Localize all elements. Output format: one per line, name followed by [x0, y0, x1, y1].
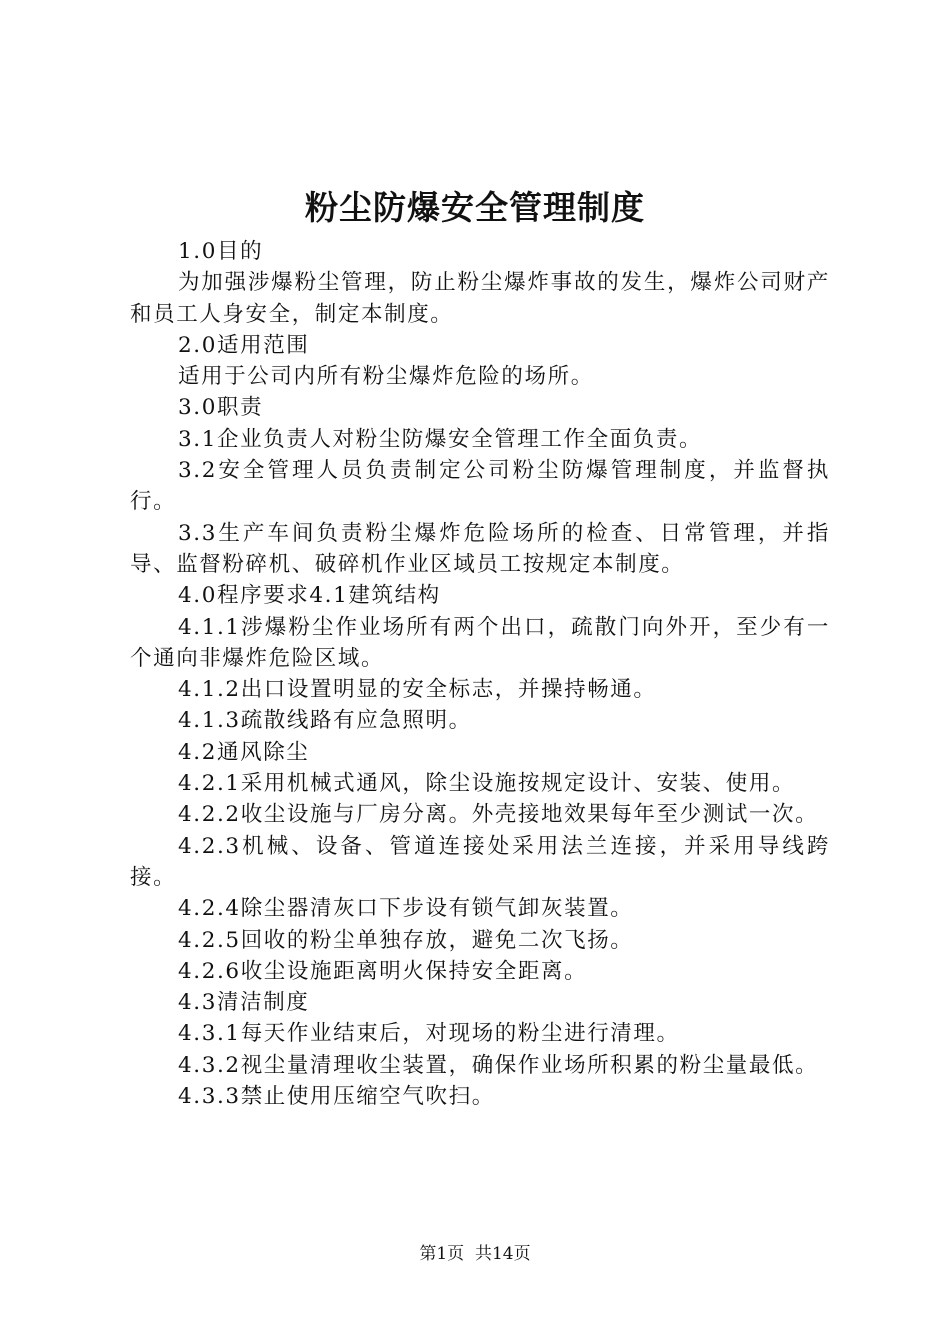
paragraph-4-1-2: 4.1.2出口设置明显的安全标志，并操持畅通。 [178, 677, 657, 703]
paragraph-4-1-3: 4.1.3疏散线路有应急照明。 [178, 708, 472, 734]
paragraph-scope: 适用于公司内所有粉尘爆炸危险的场所。 [178, 364, 594, 390]
section-heading-scope: 2.0适用范围 [178, 332, 310, 358]
document-title: 粉尘防爆安全管理制度 [305, 188, 645, 227]
paragraph-4-1-1: 4.1.1涉爆粉尘作业场所有两个出口，疏散门向外开，至少有一个通向非爆炸危险区域。 [130, 614, 830, 671]
paragraph-4-3-3: 4.3.3禁止使用压缩空气吹扫。 [178, 1084, 495, 1110]
paragraph-4-2-5: 4.2.5回收的粉尘单独存放，避免二次飞扬。 [178, 927, 634, 953]
page-footer [0, 1242, 950, 1266]
paragraph-4-2-6: 4.2.6收尘设施距离明火保持安全距离。 [178, 958, 588, 984]
paragraph-4-3-1: 4.3.1每天作业结束后，对现场的粉尘进行清理。 [178, 1021, 680, 1047]
paragraph-purpose: 为加强涉爆粉尘管理，防止粉尘爆炸事故的发生，爆炸公司财产和员工人身安全，制定本制度。 [130, 270, 830, 327]
paragraph-3-3: 3.3生产车间负责粉尘爆炸危险场所的检查、日常管理，并指导、监督粉碎机、破碎机作业区域员工按规定本制度。 [130, 520, 830, 577]
paragraph-4-2-4: 4.2.4除尘器清灰口下步设有锁气卸灰装置。 [178, 896, 634, 922]
paragraph-4-2-3: 4.2.3机械、设备、管道连接处采用法兰连接，并采用导线跨接。 [130, 833, 830, 890]
paragraph-4-2-2: 4.2.2收尘设施与厂房分离。外壳接地效果每年至少测试一次。 [178, 802, 819, 828]
paragraph-3-1: 3.1企业负责人对粉尘防爆安全管理工作全面负责。 [178, 426, 703, 452]
paragraph-4-3-2: 4.3.2视尘量清理收尘装置，确保作业场所积累的粉尘量最低。 [178, 1052, 819, 1078]
section-heading-purpose: 1.0目的 [178, 239, 264, 264]
page-number-label: 第1页 共14页 [419, 1244, 531, 1264]
document-body [130, 236, 830, 1112]
paragraph-4-2-1: 4.2.1采用机械式通风，除尘设施按规定设计、安装、使用。 [178, 771, 796, 797]
section-heading-cleaning: 4.3清洁制度 [178, 990, 310, 1016]
section-heading-ventilation: 4.2通风除尘 [178, 739, 310, 765]
section-heading-requirements: 4.0程序要求4.1建筑结构 [178, 583, 441, 609]
section-heading-responsibilities: 3.0职责 [178, 395, 264, 421]
paragraph-3-2: 3.2安全管理人员负责制定公司粉尘防爆管理制度，并监督执行。 [130, 458, 830, 515]
